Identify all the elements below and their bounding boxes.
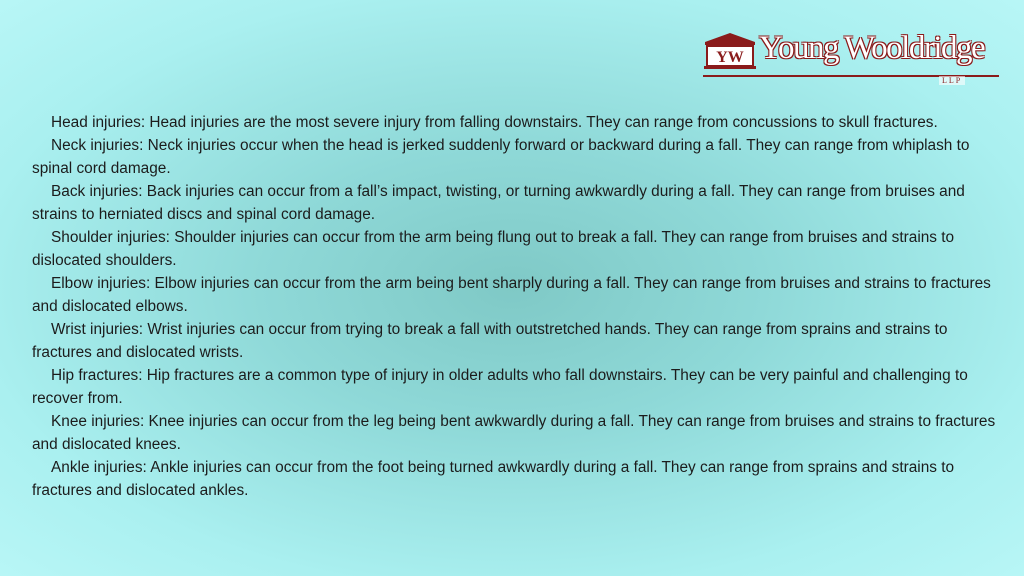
logo-suffix: LLP: [939, 76, 965, 85]
paragraph-head-injuries: Head injuries: Head injuries are the most severe injury from falling downstairs. They can range from concussions to skull fractures.: [51, 114, 938, 131]
building-logo-icon: [703, 32, 757, 72]
paragraph-shoulder-injuries: Shoulder injuries: Shoulder injuries can occur from the arm being flung out to break a fall. They can range from bruises and strains to dislocated shoulders.: [32, 229, 955, 269]
paragraph-back-injuries: Back injuries: Back injuries can occur from a fall’s impact, twisting, or turning awkwardly during a fall. They can range from bruises and strains to herniated discs and spinal cord damage.: [32, 183, 965, 223]
injury-list: [32, 111, 1004, 502]
logo-wordmark: Young Wooldridge: [759, 30, 985, 66]
paragraph-wrist-injuries: Wrist injuries: Wrist injuries can occur from trying to break a fall with outstretched hands. They can range from sprains and strains to fractures and dislocated wrists.: [32, 321, 948, 361]
paragraph-ankle-injuries: Ankle injuries: Ankle injuries can occur from the foot being turned awkwardly during a fall. They can range from sprains and strains to fractures and dislocated ankles.: [32, 459, 955, 499]
paragraph-neck-injuries: Neck injuries: Neck injuries occur when the head is jerked suddenly forward or backward during a fall. They can range from whiplash to spinal cord damage.: [32, 137, 970, 177]
company-logo: [703, 30, 1003, 85]
logo-monogram: YW: [716, 49, 744, 66]
paragraph-hip-fractures: Hip fractures: Hip fractures are a common type of injury in older adults who fall downstairs. They can be very painful and challenging to recover from.: [32, 367, 968, 407]
paragraph-elbow-injuries: Elbow injuries: Elbow injuries can occur from the arm being bent sharply during a fall. They can range from bruises and strains to fractures and dislocated elbows.: [32, 275, 991, 315]
paragraph-knee-injuries: Knee injuries: Knee injuries can occur from the leg being bent awkwardly during a fall. They can range from bruises and strains to fractures and dislocated knees.: [32, 413, 996, 453]
